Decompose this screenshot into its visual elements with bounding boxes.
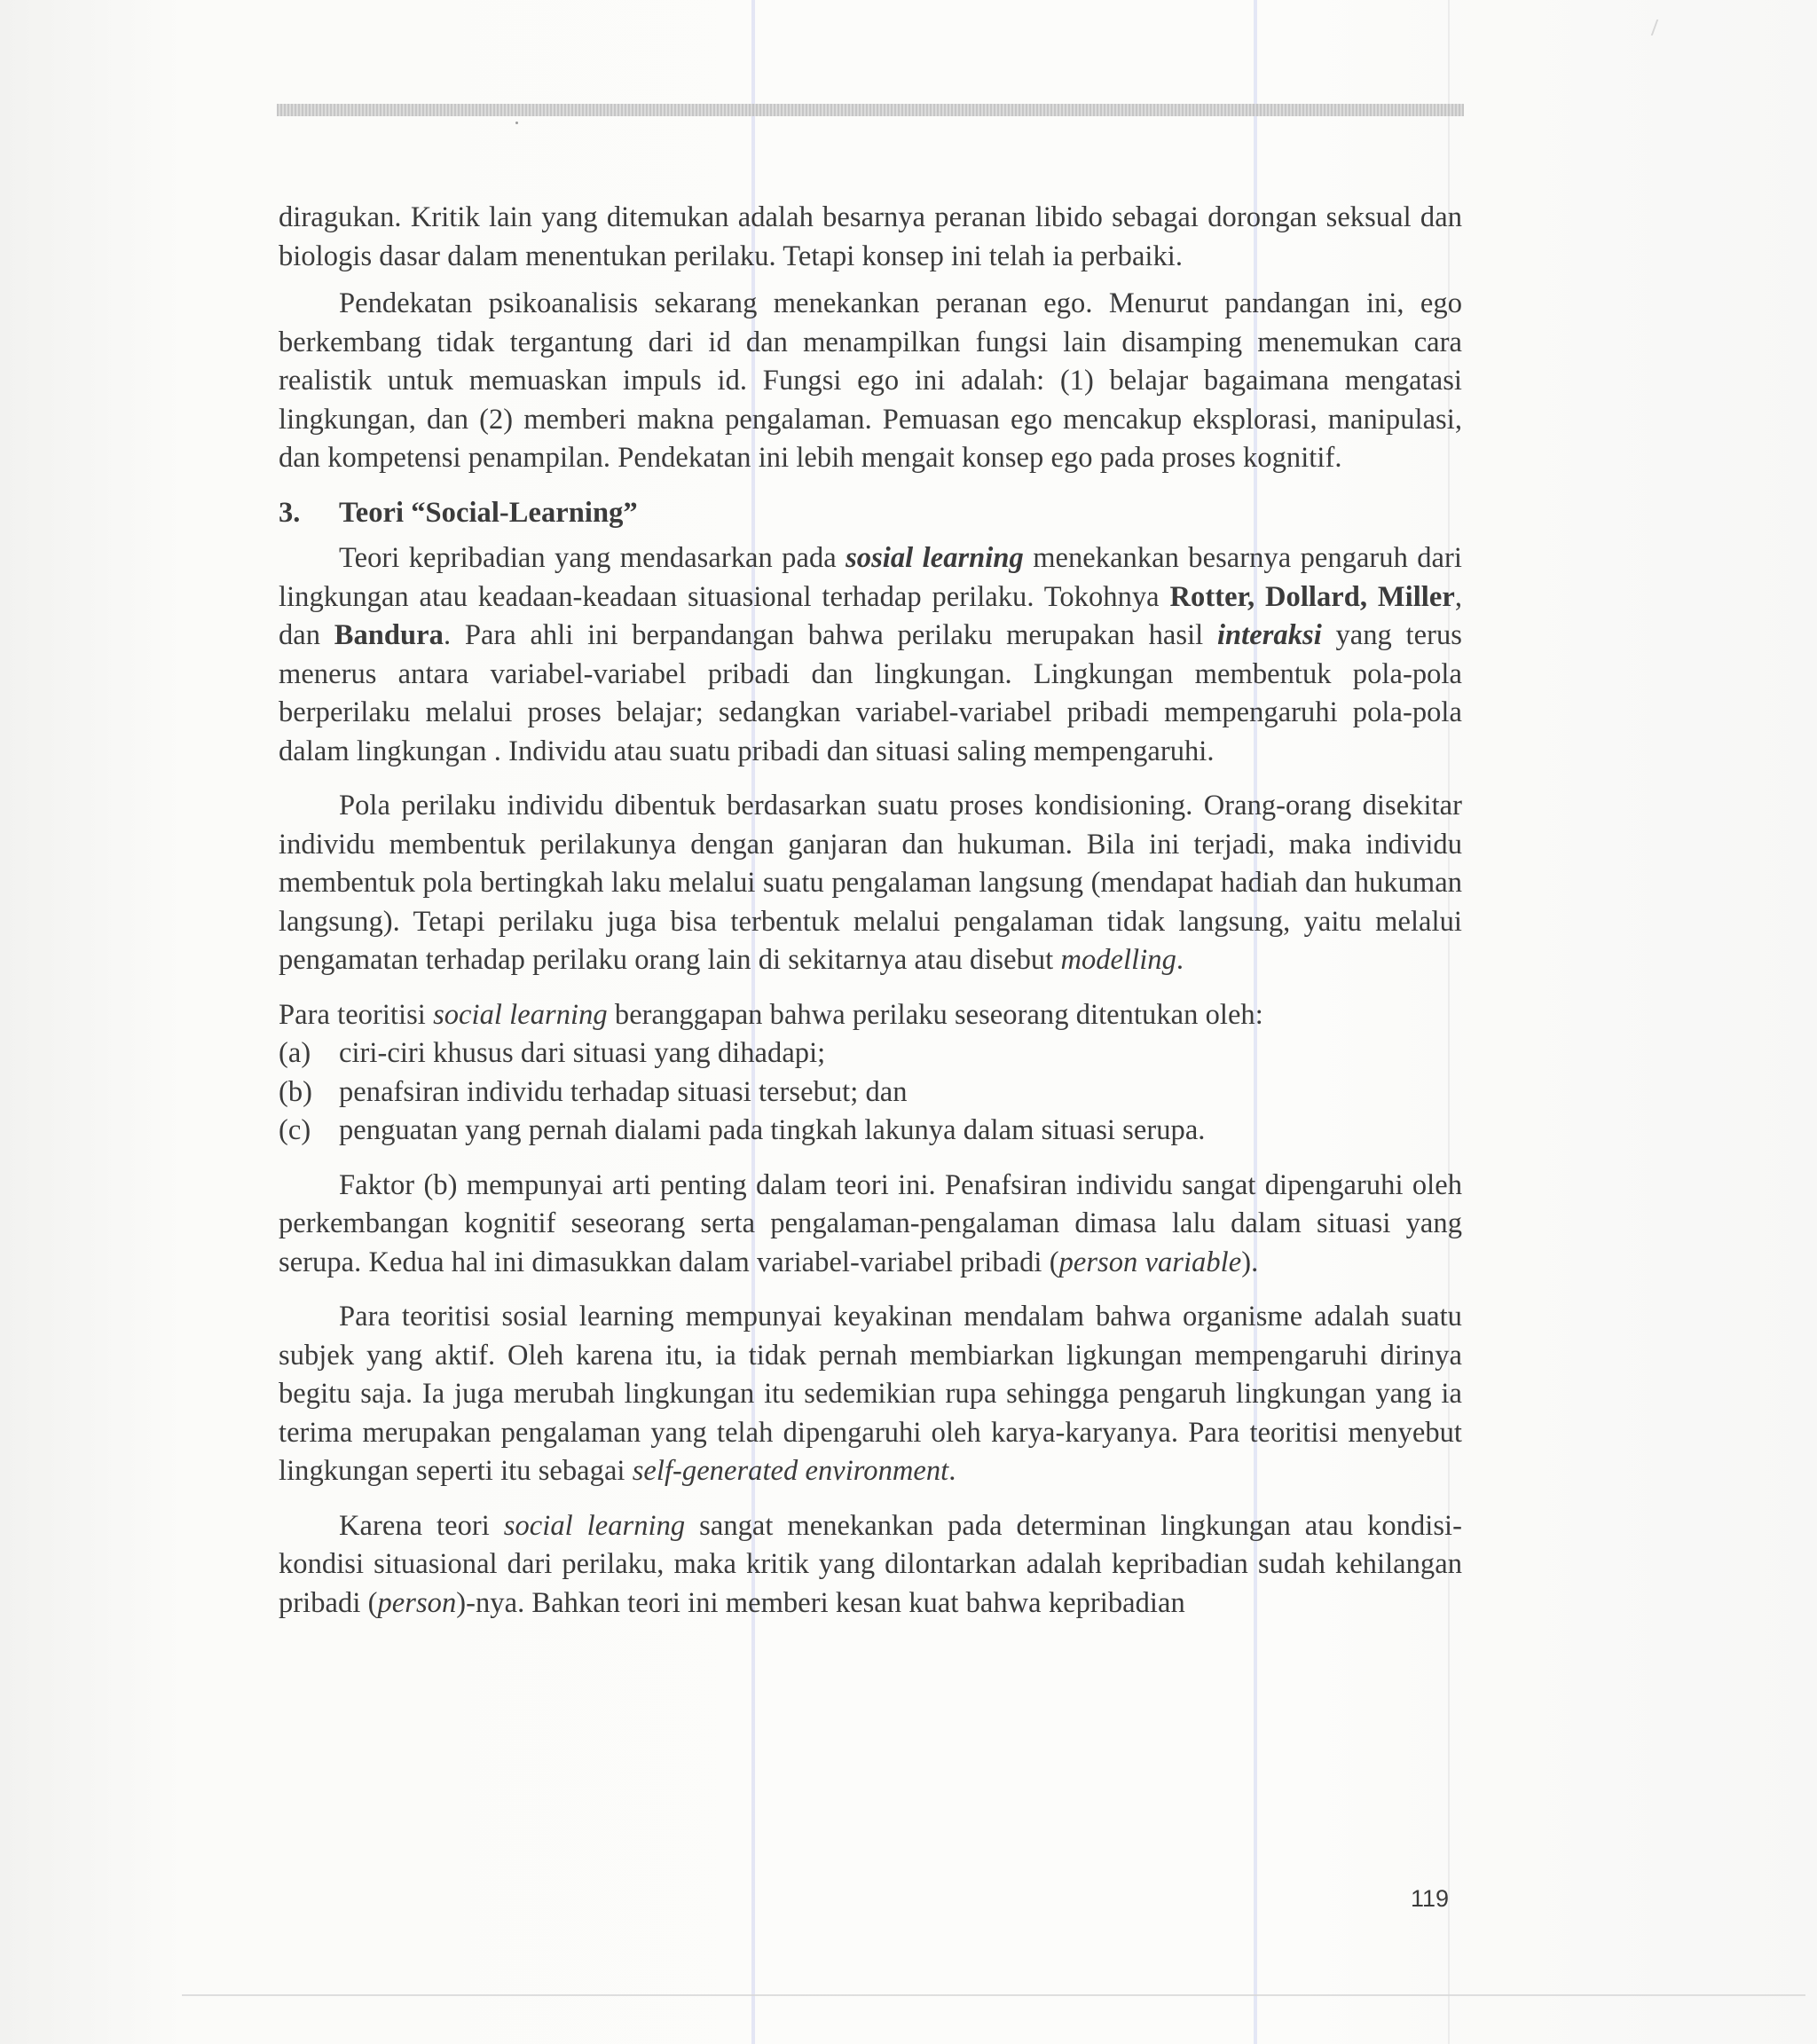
page-content xyxy=(279,199,1462,1623)
emphasis-term: social learning xyxy=(433,998,608,1031)
list-item xyxy=(279,1073,1462,1112)
emphasis-term: interaksi xyxy=(1216,619,1322,651)
emphasis-term: self-generated environment xyxy=(632,1455,949,1487)
emphasis-term: person variable xyxy=(1058,1246,1242,1278)
list-label: (a) xyxy=(279,1037,311,1069)
emphasis-term: sosial learning xyxy=(846,542,1024,574)
list-item xyxy=(279,1112,1462,1151)
list-text: penafsiran individu terhadap situasi tersebut; dan xyxy=(339,1075,908,1108)
page-edge-mark xyxy=(1637,20,1659,35)
list-label: (c) xyxy=(279,1114,311,1146)
section-title: Teori “Social-Learning” xyxy=(339,496,638,529)
list-text: penguatan yang pernah dialami pada tingkah lakunya dalam situasi serupa. xyxy=(339,1114,1206,1146)
section-number: 3. xyxy=(279,496,301,529)
author-names: Rotter, Dollard, Miller xyxy=(1169,580,1455,613)
author-name: Bandura xyxy=(334,619,444,651)
paragraph-factor-b: Faktor (b) mempunyai arti penting dalam teori ini. Penafsiran individu sangat dipengaruhi oleh perkembangan kognitif seseorang serta pengalaman-pengalaman dimasa lalu dalam situasi yang serupa. Kedua hal ini dimasukkan dalam variabel-variabel pribadi (person variable). xyxy=(279,1168,1462,1278)
paragraph-social-learning: Teori kepribadian yang mendasarkan pada sosial learning menekankan besarnya pengaruh dari lingkungan atau keadaan-keadaan situasional terhadap perilaku. Tokohnya Rotter, Dollard, Miller, dan Bandura. Para ahli ini berpandangan bahwa perilaku merupakan hasil interaksi yang terus menerus antara variabel-variabel pribadi dan lingkungan. Lingkungan membentuk pola-pola berperilaku melalui proses belajar; sedangkan variabel-variabel pribadi mempengaruhi pola-pola dalam lingkungan . Individu atau suatu pribadi dan situasi saling mempengaruhi. xyxy=(279,542,1462,767)
emphasis-term: modelling xyxy=(1060,944,1176,976)
list-text: ciri-ciri khusus dari situasi yang dihadapi; xyxy=(339,1037,826,1069)
paragraph-conditioning: Pola perilaku individu dibentuk berdasarkan suatu proses kondisioning. Orang-orang disekitar individu membentuk perilakunya dengan ganjaran dan hukuman. Bila ini terjadi, maka individu membentuk pola bertingkah laku melalui suatu pengalaman langsung (mendapat hadiah dan hukuman langsung). Tetapi perilaku juga bisa terbentuk melalui pengalaman tidak langsung, yaitu melalui pengamatan terhadap perilaku orang lain di sekitarnya atau disebut modelling. xyxy=(279,790,1462,976)
header-rule xyxy=(277,104,1464,116)
section-heading xyxy=(279,494,1462,533)
determinants-list xyxy=(279,1034,1462,1151)
page-number: 119 xyxy=(1411,1885,1450,1912)
scan-dot xyxy=(515,122,518,124)
paragraph-determinants-intro: Para teoritisi social learning beranggapan bahwa perilaku seseorang ditentukan oleh: xyxy=(279,998,1263,1031)
paragraph-criticism: Karena teori social learning sangat menekankan pada determinan lingkungan atau kondisi-kondisi situasional dari perilaku, maka kritik yang dilontarkan adalah kepribadian sudah kehilangan pribadi (person)-nya. Bahkan teori ini memberi kesan kuat bahwa kepribadian xyxy=(279,1509,1462,1619)
emphasis-term: social learning xyxy=(503,1509,686,1542)
footer-rule xyxy=(182,1994,1805,1996)
emphasis-term: person xyxy=(377,1586,457,1619)
list-item xyxy=(279,1034,1462,1073)
list-label: (b) xyxy=(279,1075,313,1108)
paragraph-active-subject: Para teoritisi sosial learning mempunyai keyakinan mendalam bahwa organisme adalah suatu subjek yang aktif. Oleh karena itu, ia tidak pernah membiarkan ligkungan mempengaruhi dirinya begitu saja. Ia juga merubah lingkungan itu sedemikian rupa sehingga pengaruh lingkungan yang ia terima merupakan pengalaman yang telah dipengaruhi oleh karya-karyanya. Para teoritisi menyebut lingkungan seperti itu sebagai self-generated environment. xyxy=(279,1301,1462,1487)
paragraph-psychoanalysis: Pendekatan psikoanalisis sekarang menekankan peranan ego. Menurut pandangan ini, ego berkembang tidak tergantung dari id dan menampilkan fungsi lain disamping menemukan cara realistik untuk memuaskan impuls id. Fungsi ego ini adalah: (1) belajar bagaimana mengatasi lingkungan, dan (2) memberi makna pengalaman. Pemuasan ego mencakup eksplorasi, manipulasi, dan kompetensi penampilan. Pendekatan ini lebih mengait konsep ego pada proses kognitif. xyxy=(279,287,1462,474)
paragraph-continuation: diragukan. Kritik lain yang ditemukan adalah besarnya peranan libido sebagai dorongan seksual dan biologis dasar dalam menentukan perilaku. Tetapi konsep ini telah ia perbaiki. xyxy=(279,201,1462,272)
